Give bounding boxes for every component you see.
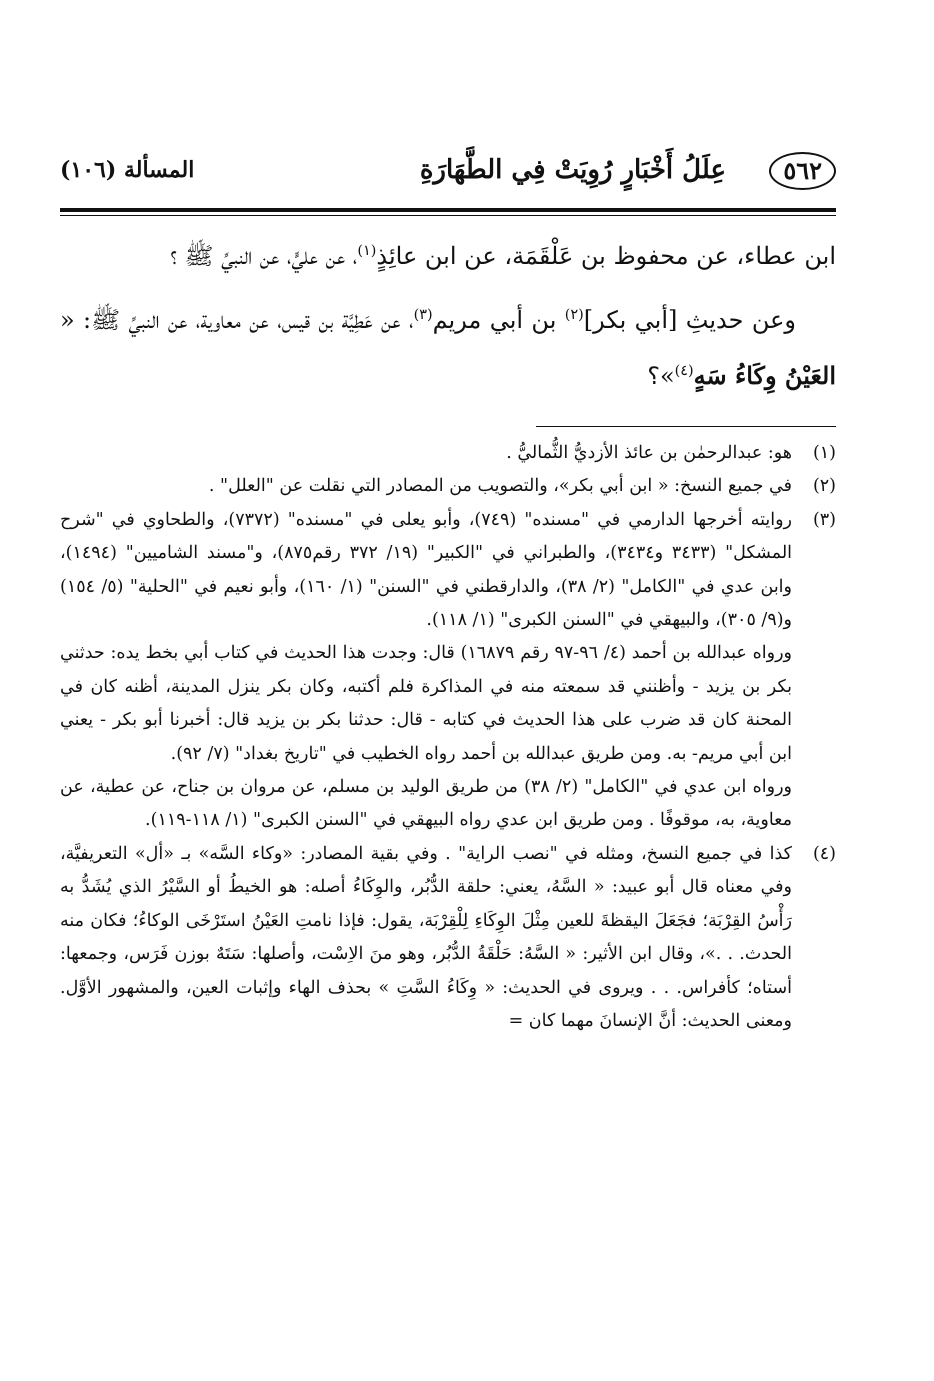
main-text-segment: ، عن عَطِيَّة بن قيس، عن معاوية، عن النبيِّ ﷺ: « (60, 306, 414, 334)
footnote-body (60, 838, 792, 1038)
footnote-number: (١) (812, 443, 836, 463)
book-title: عِلَلُ أَخْبَارٍ رُوِيَتْ فِي الطَّهَارَةِ (419, 155, 726, 185)
main-paragraph (60, 228, 836, 284)
main-text-segment: بن أبي مريم (432, 306, 565, 334)
main-text-segment: »؟ (647, 362, 675, 390)
document-page (60, 150, 836, 1038)
issue-label: المسألة (١٠٦) (60, 157, 195, 183)
footnote-ref[interactable]: (٢) (564, 307, 584, 323)
header-rule-thick (60, 208, 836, 212)
page-header (60, 150, 836, 198)
footnote-item (60, 838, 836, 1038)
page-number: ٥٦٢ (769, 152, 836, 190)
footnote-body (60, 470, 792, 503)
main-paragraph (60, 292, 836, 404)
footnote-separator (536, 426, 836, 427)
footnote-number: (٤) (812, 843, 836, 864)
header-rule-thin (60, 215, 836, 216)
main-text-segment: وعن حديثِ [أبي بكر] (583, 306, 796, 334)
footnote-item (60, 504, 836, 838)
footnote-paragraph: ورواه عبدالله بن أحمد (٤/ ٩٦-٩٧ رقم ١٦٨٧٩) قال: وجدت هذا الحديث في كتاب أبي بخط يده: حدثني بكر بن يزيد - وأظنني قد سمعته منه في المذاكرة فلم أكتبه، وكان بكر ينزل المدينة، أظنه كان في المحنة كان قد ضرب على هذا الحديث في كتابه - قال: حدثنا بكر بن يزيد قال: أخبرنا أبو بكر - يعني ابن أبي مريم- به. ومن طريق عبدالله بن أحمد رواه الخطيب في "تاريخ بغداد" (٧/ ٩٢). (60, 643, 793, 764)
footnote-body (60, 437, 792, 470)
main-text-segment: ابن عطاء، عن محفوظ بن عَلْقَمَة، عن ابن عائِذٍ (376, 242, 836, 270)
footnote-number: (٢) (812, 476, 836, 497)
main-text (60, 228, 836, 404)
footnote-ref[interactable]: (١) (357, 243, 377, 259)
main-text-segment: ، عن عليٍّ، عن النبيِّ ﷺ ؟ (170, 242, 358, 270)
hadith-quote: العَيْنُ وِكَاءُ سَهٍ (693, 361, 836, 390)
footnote-item (60, 470, 836, 503)
footnote-body (60, 504, 792, 838)
footnote-paragraph: في جميع النسخ: « ابن أبي بكر»، والتصويب من المصادر التي نقلت عن "العلل" . (208, 476, 792, 497)
footnote-paragraph: ورواه ابن عدي في "الكامل" (٢/ ٣٨) من طريق الوليد بن مسلم، عن مروان بن جناح، عن عطية، عن معاوية، به، موقوفًا . ومن طريق ابن عدي رواه البيهقي في "السنن الكبرى" (١/ ١١٨-١١٩). (60, 777, 792, 831)
footnote-number: (٣) (812, 509, 836, 530)
footnote-paragraph: هو: عبدالرحمٰن بن عائذ الأزديُّ الثُّماليُّ . (506, 443, 792, 463)
footnote-item (60, 437, 836, 470)
footnote-ref[interactable]: (٣) (413, 307, 433, 323)
footnotes-section (60, 437, 836, 1038)
footnote-paragraph: كذا في جميع النسخ، ومثله في "نصب الراية" . وفي بقية المصادر: «وكاء السَّه» بـ «أل» التعريفيَّة، وفي معناه قال أبو عبيد: « السَّهُ، يعني: حلقة الدُّبُر، والوِكَاءُ أصله: هو الخيطُ أو السَّيْرُ الذي يُشَدُّ به رَأْسُ القِرْبَة؛ فجَعَلَ اليقظةَ للعين مِثْلَ الوِكَاءِ لِلْقِرْبَة، يقول: فإذا نامتِ العَيْنُ استَرْخَى الوكاءُ؛ فكان منه الحدث. . .»، وقال ابن الأثير: « السَّهُ: حَلْقَةُ الدُّبُر، وهو منَ الاِسْت، وأصلها: سَتَهٌ بوزن فَرَس، وجمعها: أستاه؛ كأفراس. . . ويروى في الحديث: « وِكَاءُ السَّتِ » بحذف الهاء وإثبات العين، والمشهور الأوَّل. ومعنى الحديث: أنَّ الإنسانَ مهما كان = (60, 843, 792, 1031)
footnote-paragraph: روايته أخرجها الدارمي في "مسنده" (٧٤٩)، وأبو يعلى في "مسنده" (٧٣٧٢)، والطحاوي في "شرح المشكل" (٣٤٣٣ و٣٤٣٤)، والطبراني في "الكبير" (١٩/ ٣٧٢ رقم٨٧٥)، و"مسند الشاميين" (١٤٩٤)، وابن عدي في "الكامل" (٢/ ٣٨)، والدارقطني في "السنن" (١/ ١٦٠)، وأبو نعيم في "الحلية" (٥/ ١٥٤) و(٩/ ٣٠٥)، والبيهقي في "السنن الكبرى" (١/ ١١٨). (60, 509, 793, 631)
footnote-ref[interactable]: (٤) (674, 363, 694, 379)
